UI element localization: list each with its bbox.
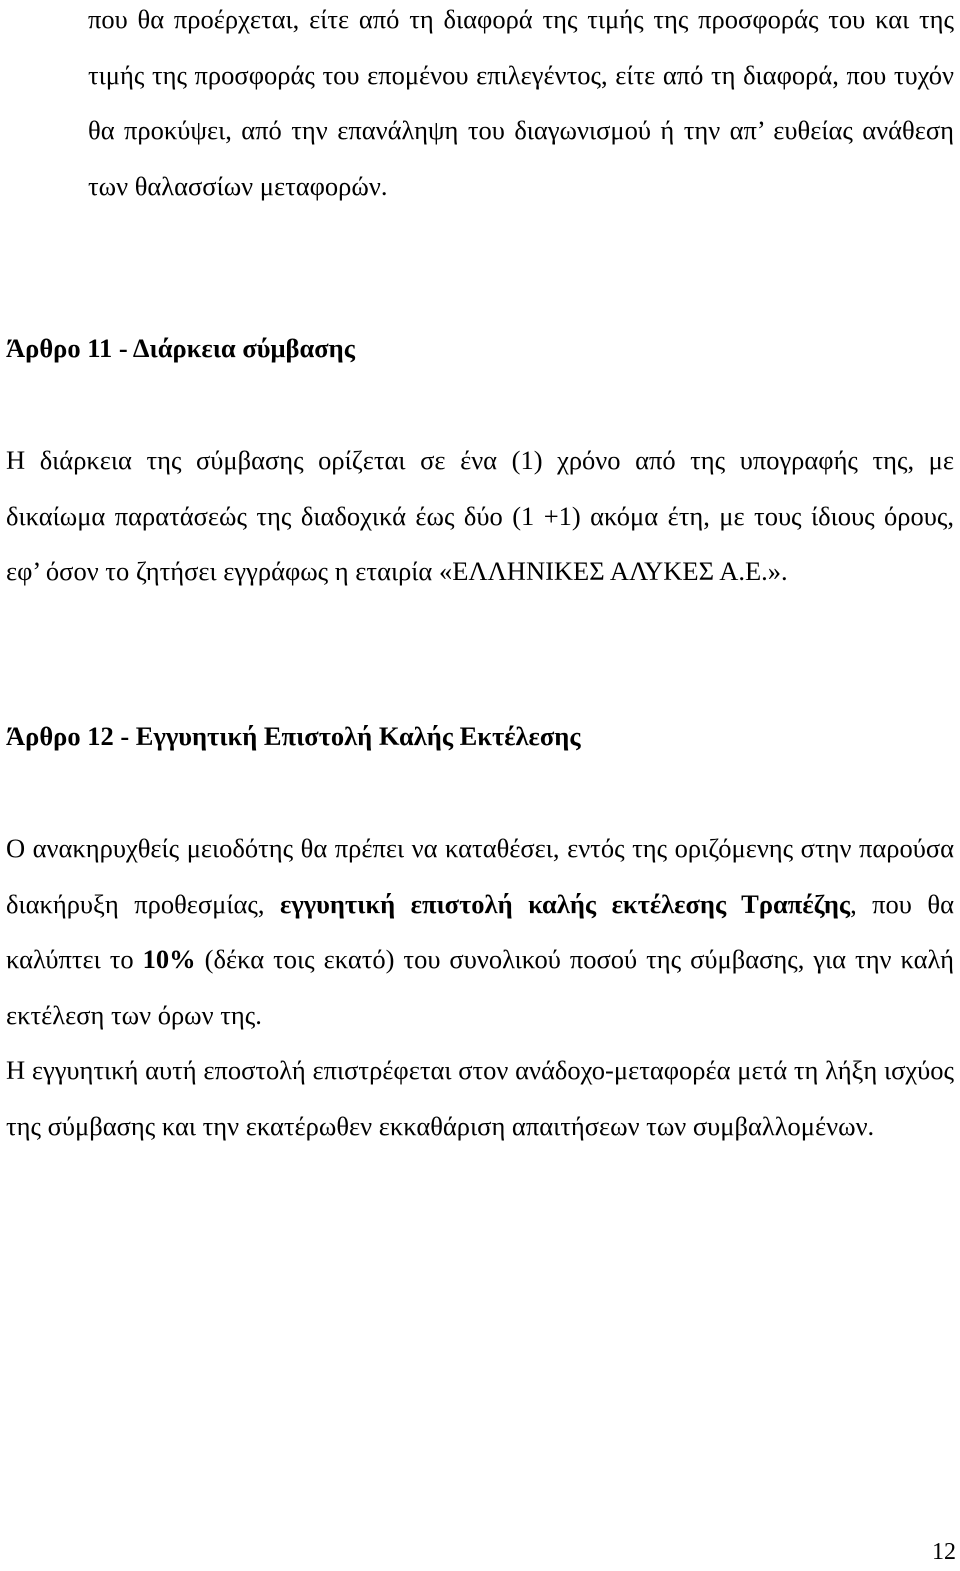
article-11-heading: Άρθρο 11 - Διάρκεια σύμβασης (6, 333, 355, 363)
intro-paragraph: που θα προέρχεται, είτε από τη διαφορά της τιμής της προσφοράς του και της τιμής της προσφοράς του επομένου επιλεγέντος, είτε από τη διαφορά, που τυχόν θα προκύψει, από την επανάληψη του διαγωνισμού ή την απ’ ευθείας ανάθεση των θαλασσίων μεταφορών. (88, 4, 954, 201)
article-11-body: Η διάρκεια της σύμβασης ορίζεται σε ένα (1) χρόνο από της υπογραφής της, με δικαίωμα παρατάσεώς της διαδοχικά έως δύο (1 +1) ακόμα έτη, με τους ίδιους όρους, εφ’ όσον το ζητήσει εγγράφως η εταιρία «ΕΛΛΗΝΙΚΕΣ ΑΛΥΚΕΣ Α.Ε.». (6, 445, 954, 586)
guarantee-percentage: 10% (142, 944, 196, 974)
guarantee-letter-term: εγγυητική επιστολή καλής εκτέλεσης Τραπέζης (280, 888, 851, 919)
article-12-text-2: , που θα καλύπτει το (6, 888, 954, 974)
page-number: 12 (932, 1539, 956, 1565)
article-12-paragraph-2: Η εγγυητική αυτή εποστολή επιστρέφεται στον ανάδοχο-μεταφορέα μετά τη λήξη ισχύος της σύμβασης και την εκατέρωθεν εκκαθάριση απαιτήσεων των συμβαλλομένων. (6, 1055, 954, 1141)
article-12-heading: Άρθρο 12 - Εγγυητική Επιστολή Καλής Εκτέλεσης (6, 721, 581, 751)
article-12-text-1: Ο ανακηρυχθείς μειοδότης θα πρέπει να καταθέσει, εντός της οριζόμενης στην παρούσα διακήρυξη προθεσμίας, (6, 833, 954, 919)
article-12-paragraph-1 (6, 821, 954, 1043)
article-12-text-3: (δέκα τοις εκατό) του συνολικού ποσού της σύμβασης, για την καλή εκτέλεση των όρων της. (6, 944, 954, 1030)
